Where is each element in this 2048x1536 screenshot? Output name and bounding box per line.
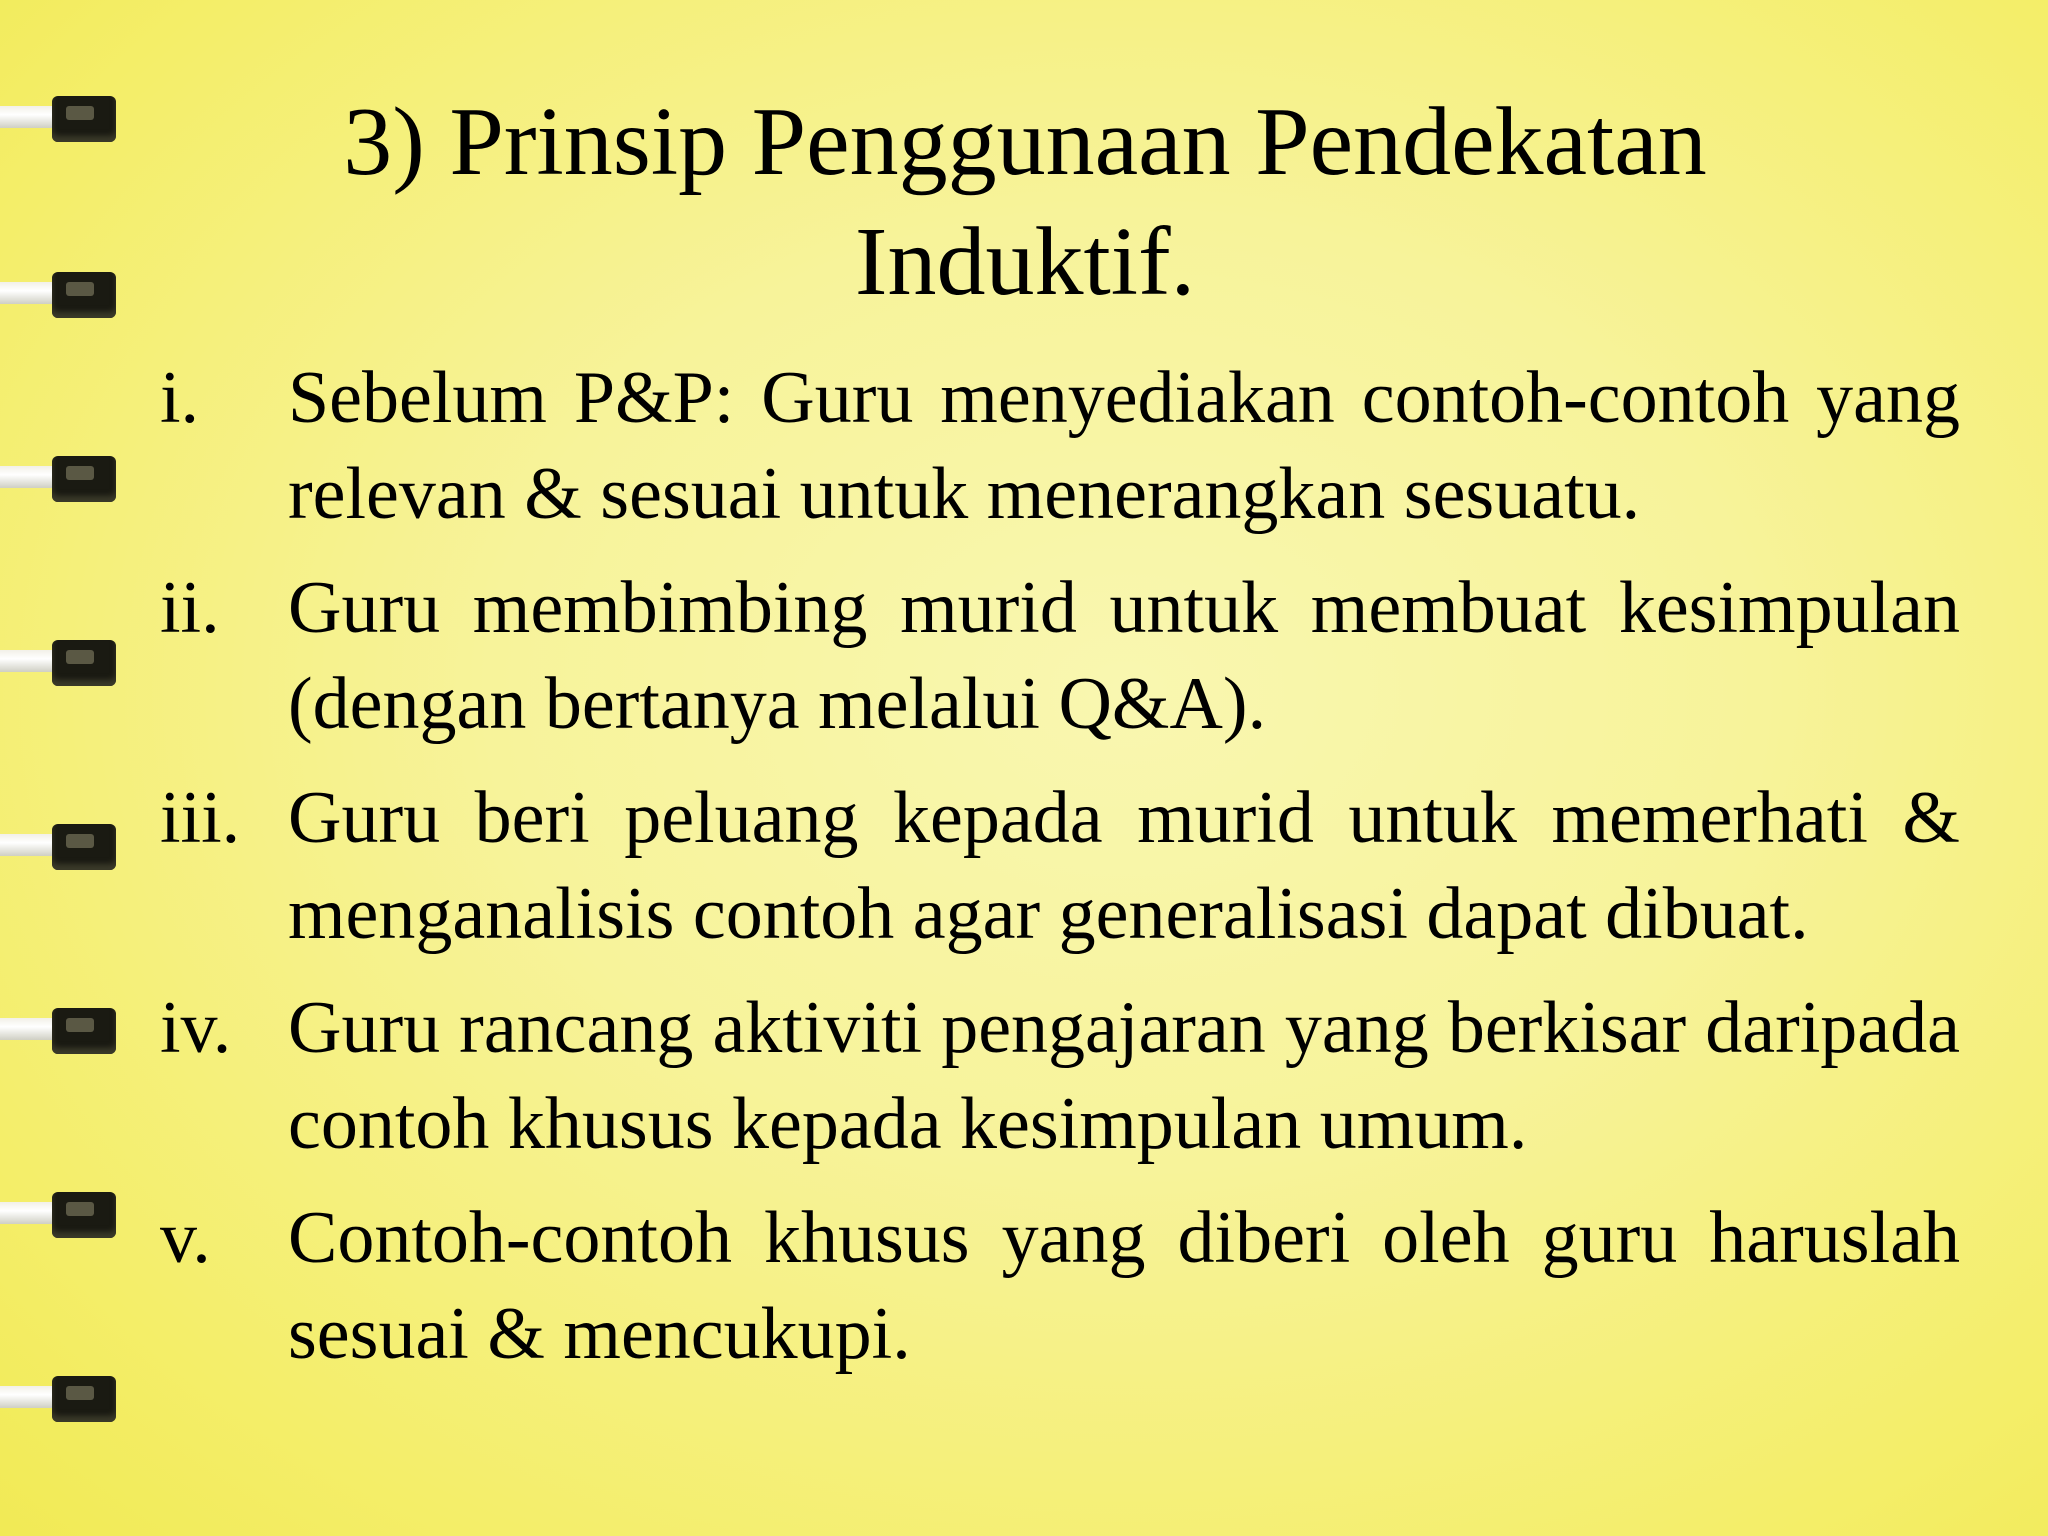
list-item-text: Guru membimbing murid untuk membuat kesimpulan (dengan bertanya melalui Q&A). [288,567,1960,745]
list-item-number: iii. [160,777,241,859]
list-item-text: Guru beri peluang kepada murid untuk memerhati & menganalisis contoh agar generalisasi dapat dibuat. [288,777,1960,955]
list-item-text: Contoh-contoh khusus yang diberi oleh guru haruslah sesuai & mencukupi. [288,1197,1960,1375]
slide-title-line-2: Induktif. [854,208,1196,316]
binding-ring-icon [0,92,118,150]
binding-ring-icon [0,1372,118,1430]
binding-ring-icon [0,1188,118,1246]
binding-ring-icon [0,268,118,326]
binding-ring-icon [0,820,118,878]
list-item [160,980,1960,1172]
list-item [160,350,1960,542]
binding-ring-icon [0,636,118,694]
list-item [160,560,1960,752]
spiral-binding [0,0,130,1536]
binding-ring-icon [0,452,118,510]
list-item-number: v. [160,1197,211,1279]
list-item-text: Guru rancang aktiviti pengajaran yang berkisar daripada contoh khusus kepada kesimpulan umum. [288,987,1960,1165]
list-item-text: Sebelum P&P: Guru menyediakan contoh-contoh yang relevan & sesuai untuk menerangkan sesuatu. [288,357,1960,535]
list-item-number: iv. [160,987,232,1069]
list-item-number: ii. [160,567,220,649]
slide-title-line-1: 3) Prinsip Penggunaan Pendekatan [343,88,1707,196]
principles-list [160,350,1960,1400]
list-item [160,770,1960,962]
list-item [160,1190,1960,1382]
list-item-number: i. [160,357,200,439]
binding-ring-icon [0,1004,118,1062]
slide-title [160,82,1890,322]
